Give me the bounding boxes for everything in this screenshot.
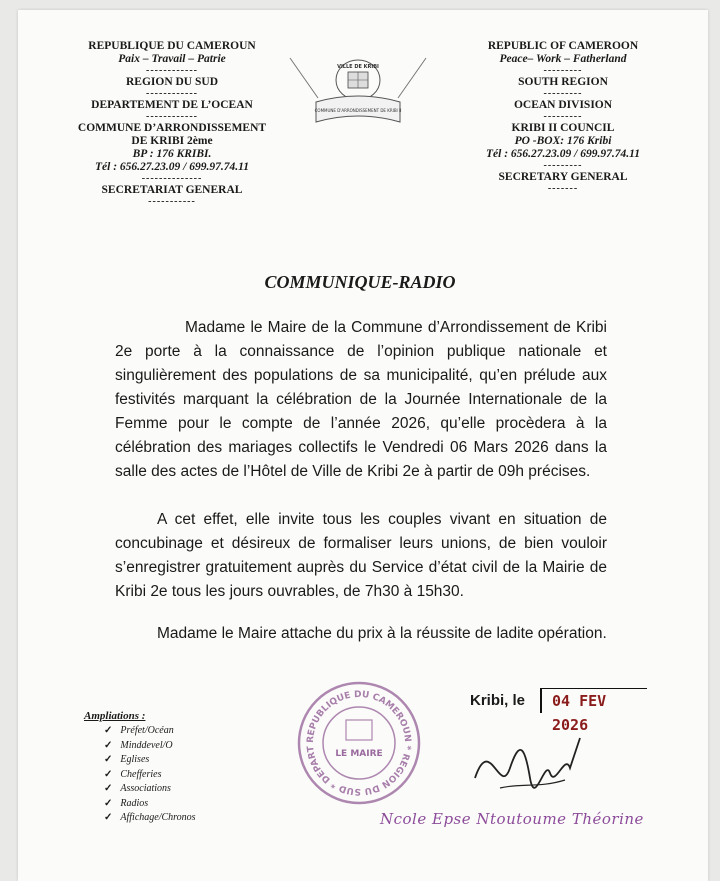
ampliations-title: Ampliations :	[84, 710, 146, 722]
ampliations-list	[84, 710, 196, 826]
ampliation-item: ✓ Eglises	[104, 754, 150, 765]
ampliation-item: ✓ Préfet/Océan	[104, 725, 174, 736]
checkmark-icon: ✓	[104, 812, 113, 823]
motto-fr: Paix – Travail – Patrie	[118, 53, 226, 65]
checkmark-icon: ✓	[104, 725, 113, 736]
separator: ---------	[543, 65, 583, 76]
separator: ------------	[146, 65, 198, 76]
separator: -----------	[148, 196, 196, 207]
ampliation-item: ✓ Associations	[104, 783, 171, 794]
separator: ------------	[146, 88, 198, 99]
checkmark-icon: ✓	[104, 754, 113, 765]
separator: ---------	[543, 111, 583, 122]
separator: ---------	[543, 88, 583, 99]
separator: ---------	[543, 160, 583, 171]
paragraph-invitation: A cet effet, elle invite tous les couples vivant en situation de concubinage et désireux de formaliser leurs unions, de bien vouloir s’enregistrer gratuitement auprès du Service d’état civil de la Mairie de Kribi 2e tous les jours ouvrables, de 7h30 à 15h30.	[115, 511, 607, 600]
handwritten-signature	[470, 728, 590, 812]
emblem-bottom-text: COMMUNE D'ARRONDISSEMENT DE KRIBI II	[314, 108, 402, 113]
stamp-ring-text: REPUBLIQUE DU CAMEROUN * REGION DU SUD * DEPART	[305, 689, 413, 797]
paragraph-announcement: Madame le Maire de la Commune d’Arrondissement de Kribi 2e porte à la connaissance de l’opinion publique nationale et singulièrement des populations de sa municipalité, qu’en prélude aux festivités marquant la célébration de la Journée Internationale de la Femme pour le compte de l’année 2026, qu’elle procèdera à la célébration des mariages collectifs le Vendredi 06 Mars 2026 dans la salle des actes de l’Hôtel de Ville de Kribi 2e à partir de 09h précises.	[115, 319, 607, 480]
signatory-name: Ncole Epse Ntoutoume Théorine	[380, 810, 644, 828]
emblem-top-text: VILLE DE KRIBI	[337, 64, 379, 70]
paragraph-closing: Madame le Maire attache du prix à la réussite de ladite opération.	[157, 625, 607, 642]
checkmark-icon: ✓	[104, 797, 113, 809]
country-fr: REPUBLIQUE DU CAMEROUN	[88, 40, 256, 52]
separator: -------	[547, 183, 579, 194]
ampliation-item: ✓ Radios	[104, 797, 149, 809]
phone-en: Tél : 656.27.23.09 / 699.97.74.11	[486, 148, 640, 160]
region-fr: REGION DU SUD	[125, 76, 218, 88]
ampliation-item: ✓ Chefferies	[104, 768, 162, 780]
date-prefix: Kribi, le	[470, 692, 526, 709]
separator: --------------	[141, 173, 203, 184]
secretariat: SECRETARIAT GENERAL	[101, 184, 243, 196]
header-left	[62, 40, 282, 207]
checkmark-icon: ✓	[104, 783, 113, 794]
ampliation-item: ✓ Affichage/Chronos	[104, 812, 196, 823]
separator: ------------	[146, 111, 198, 122]
secretary-en: SECRETARY GENERAL	[498, 171, 628, 183]
country-en: REPUBLIC OF CAMEROON	[487, 40, 639, 52]
council-emblem	[288, 50, 428, 144]
motto-en: Peace– Work – Fatherland	[499, 53, 627, 65]
document-title: COMMUNIQUE-RADIO	[264, 272, 456, 292]
bp-address: BP : 176 KRIBI.	[132, 148, 212, 160]
department-fr: DEPARTEMENT DE L’OCEAN	[91, 99, 253, 111]
phone-fr: Tél : 656.27.23.09 / 699.97.74.11	[95, 161, 249, 173]
council-en: KRIBI II COUNCIL	[511, 122, 615, 134]
ampliation-item: ✓ Minddevel/O	[104, 739, 173, 751]
checkmark-icon: ✓	[104, 768, 113, 780]
division-en: OCEAN DIVISION	[513, 99, 613, 111]
commune-line2: DE KRIBI 2ème	[131, 135, 213, 147]
commune-line1: COMMUNE D’ARRONDISSEMENT	[77, 122, 267, 134]
stamp-center-text: LE MAIRE	[335, 749, 383, 759]
official-stamp	[294, 678, 424, 812]
stamped-date: 04 FEV 2026	[540, 688, 647, 713]
pobox-en: PO -BOX: 176 Kribi	[514, 135, 612, 147]
region-en: SOUTH REGION	[518, 76, 608, 88]
header-right	[458, 40, 668, 194]
checkmark-icon: ✓	[104, 739, 113, 751]
